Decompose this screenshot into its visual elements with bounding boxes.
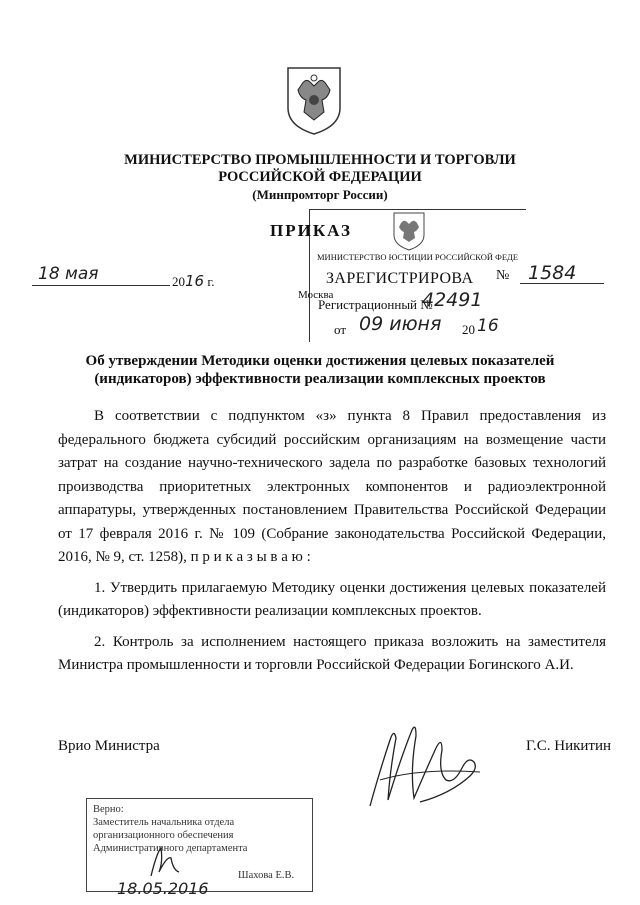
certifier-name: Шахова Е.В. xyxy=(238,870,295,881)
order-title-line-1: Об утверждении Методики оценки достижения целевых показателей xyxy=(85,353,555,369)
stamp-reg-number: 42491 xyxy=(422,289,483,311)
date-year xyxy=(172,272,214,290)
stamp-registered-text: ЗАРЕГИСТРИРОВА xyxy=(326,270,474,287)
stamp-emblem-icon xyxy=(391,211,427,251)
minister-signature xyxy=(350,710,500,820)
ministry-line-1: МИНИСТЕРСТВО ПРОМЫШЛЕННОСТИ И ТОРГОВЛИ xyxy=(124,152,516,168)
verno-position-1: Заместитель начальника отдела xyxy=(93,817,235,828)
body-paragraph-item-2: 2. Контроль за исполнением настоящего приказа возложить на заместителя Министра промышленности и торговли Российской Федерации Богинского А.И. xyxy=(58,633,606,673)
stamp-year-hand: 16 xyxy=(477,316,499,336)
stamp-ministry-text: МИНИСТЕРСТВО ЮСТИЦИИ РОССИЙСКОЙ ФЕДЕ xyxy=(317,252,519,262)
signatory-name: Г.С. Никитин xyxy=(526,738,612,754)
order-number: 1584 xyxy=(528,262,577,284)
ministry-short-name: (Минпромторг России) xyxy=(252,187,388,202)
year-prefix: 20 xyxy=(172,274,185,289)
year-handwritten: 16 xyxy=(185,272,205,290)
body-paragraph-item-1: 1. Утвердить прилагаемую Методику оценки достижения целевых показателей (индикаторов) эффективности реализации комплексных проектов. xyxy=(58,579,606,619)
verno-position-3: Административного департамента xyxy=(93,843,248,854)
verno-position-2: организационного обеспечения xyxy=(93,830,234,841)
certification-date: 18.05.2016 xyxy=(117,879,209,898)
signatory-position: Врио Министра xyxy=(58,738,160,754)
coat-of-arms-emblem xyxy=(282,64,346,136)
stamp-reg-label: Регистрационный № xyxy=(318,297,433,312)
document-type-title: ПРИКАЗ xyxy=(270,221,352,240)
order-body xyxy=(58,405,606,685)
certifier-signature xyxy=(145,842,185,880)
stamp-from-label: от xyxy=(334,322,347,337)
date-underline xyxy=(32,285,170,286)
order-title xyxy=(60,352,580,388)
date-handwritten: 18 мая xyxy=(38,264,99,284)
body-paragraph-preamble: В соответствии с подпунктом «з» пункта 8 Правил предоставления из федерального бюджета субсидий российским организациям на возмещение части затрат на создание научно-технического задела по разработке базовых технологий производства приоритетных электронных компонентов и радиоэлектронной аппаратуры, утвержденных постановлением Правительства Российской Федерации от 17 февраля 2016 г. № 109 (Собрание законодательства Российской Федерации, 2016, № 9, ст. 1258), п р и к а з ы в а ю : xyxy=(58,408,606,565)
stamp-year-prefix: 20 xyxy=(462,322,475,337)
year-suffix: г. xyxy=(207,274,215,289)
city-label: Москва xyxy=(298,289,334,301)
ministry-line-2: РОССИЙСКОЙ ФЕДЕРАЦИИ xyxy=(218,169,422,185)
verno-label: Верно: xyxy=(93,804,124,815)
stamp-from-date: 09 июня xyxy=(359,313,442,335)
ministry-header xyxy=(0,152,640,203)
order-title-line-2: (индикаторов) эффективности реализации комплексных проектов xyxy=(94,371,546,387)
number-label: № xyxy=(496,268,510,283)
